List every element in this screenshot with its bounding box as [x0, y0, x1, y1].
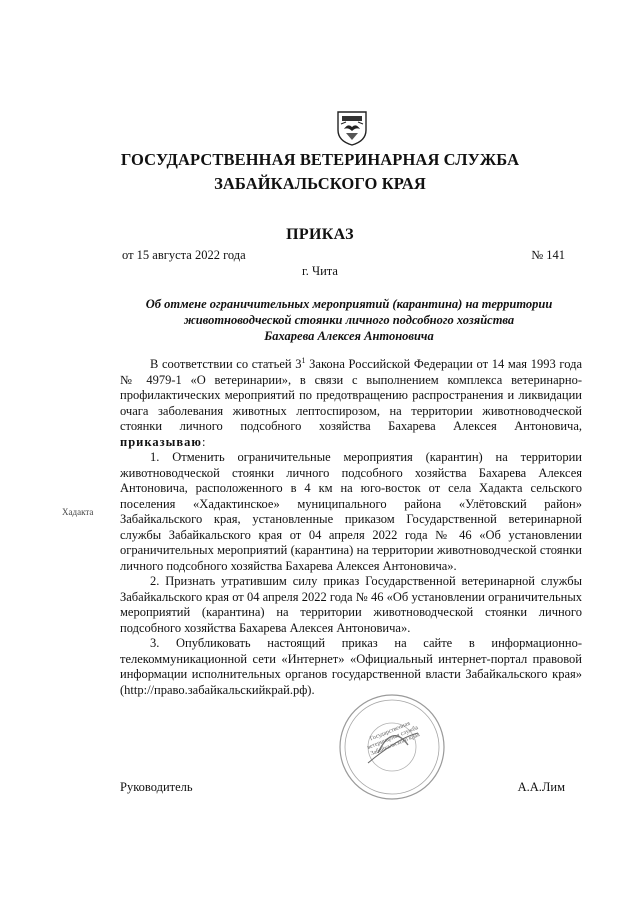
signatory-name: А.А.Лим — [517, 780, 565, 794]
preamble-colon: : — [201, 434, 206, 449]
article-superscript: 1 — [301, 355, 306, 365]
preamble-paragraph — [120, 357, 582, 450]
document-type: ПРИКАЗ — [286, 226, 354, 243]
coat-of-arms-icon — [336, 110, 368, 146]
subject-line2: животноводческой стоянки личного подсобного хозяйства — [183, 313, 515, 327]
order-keyword: приказываю — [120, 434, 202, 449]
subject-line3: Бахарева Алексея Антоновича — [264, 329, 434, 343]
document-date: от 15 августа 2022 года — [122, 248, 246, 262]
preamble-text-a: В соответствии со статьей 3 — [150, 357, 302, 371]
document-city: г. Чита — [302, 264, 338, 278]
signatory-role: Руководитель — [120, 780, 193, 794]
order-item-3: 3. Опубликовать настоящий приказ на сайте в информационно-телекоммуникационной сети «Интернет» «Официальный интернет-портал правовой информации исполнительных органов государственной власти Забайкальского края» (http://право.забайкальскийкрай.рф). — [120, 636, 582, 697]
order-item-1: 1. Отменить ограничительные мероприятия (карантин) на территории животноводческой стоянки личного подсобного хозяйства Бахарева Алексея Антоновича, расположенного в 4 км на юго-восток от села Хадакта сельского поселения «Хадактинское» муниципального района «Улётовский район» Забайкальского края, установленные приказом Государственной ветеринарной службы Забайкальского края от 04 апреля 2022 года № 46 «Об установлении ограничительных мероприятий (карантина) на территории животноводческой стоянки личного подсобного хозяйства Бахарева Алексея Антоновича». — [120, 450, 582, 573]
document-body — [120, 357, 582, 698]
subject-line1: Об отмене ограничительных мероприятий (карантина) на территории — [145, 297, 553, 311]
organization-name-line2: ЗАБАЙКАЛЬСКОГО КРАЯ — [214, 174, 426, 193]
document-number: № 141 — [531, 248, 565, 262]
margin-note: Хадакта — [62, 507, 94, 517]
organization-name-line1: ГОСУДАРСТВЕННАЯ ВЕТЕРИНАРНАЯ СЛУЖБА — [120, 150, 520, 169]
preamble-text-b: Закона Российской Федерации от 14 мая 1993 года № 4979-1 «О ветеринарии», в связи с выполнением комплекса ветеринарно-профилактических мероприятий по предотвращению распространения и ликвидации очага заболевания животных лептоспирозом, на территории животноводческой стоянки личного подсобного хозяйства Бахарева Алексея Антоновича, — [120, 357, 582, 433]
organization-name — [0, 148, 640, 196]
stamp-inscription: Государственная ветеринарная служба Забайкальского края — [366, 720, 421, 758]
order-item-2: 2. Признать утратившим силу приказ Государственной ветеринарной службы Забайкальского края от 04 апреля 2022 года № 46 «Об установлении ограничительных мероприятий (карантина) на территории животноводческой стоянки личного подсобного хозяйства Бахарева Алексея Антоновича». — [120, 574, 582, 635]
document-subject — [120, 296, 578, 344]
